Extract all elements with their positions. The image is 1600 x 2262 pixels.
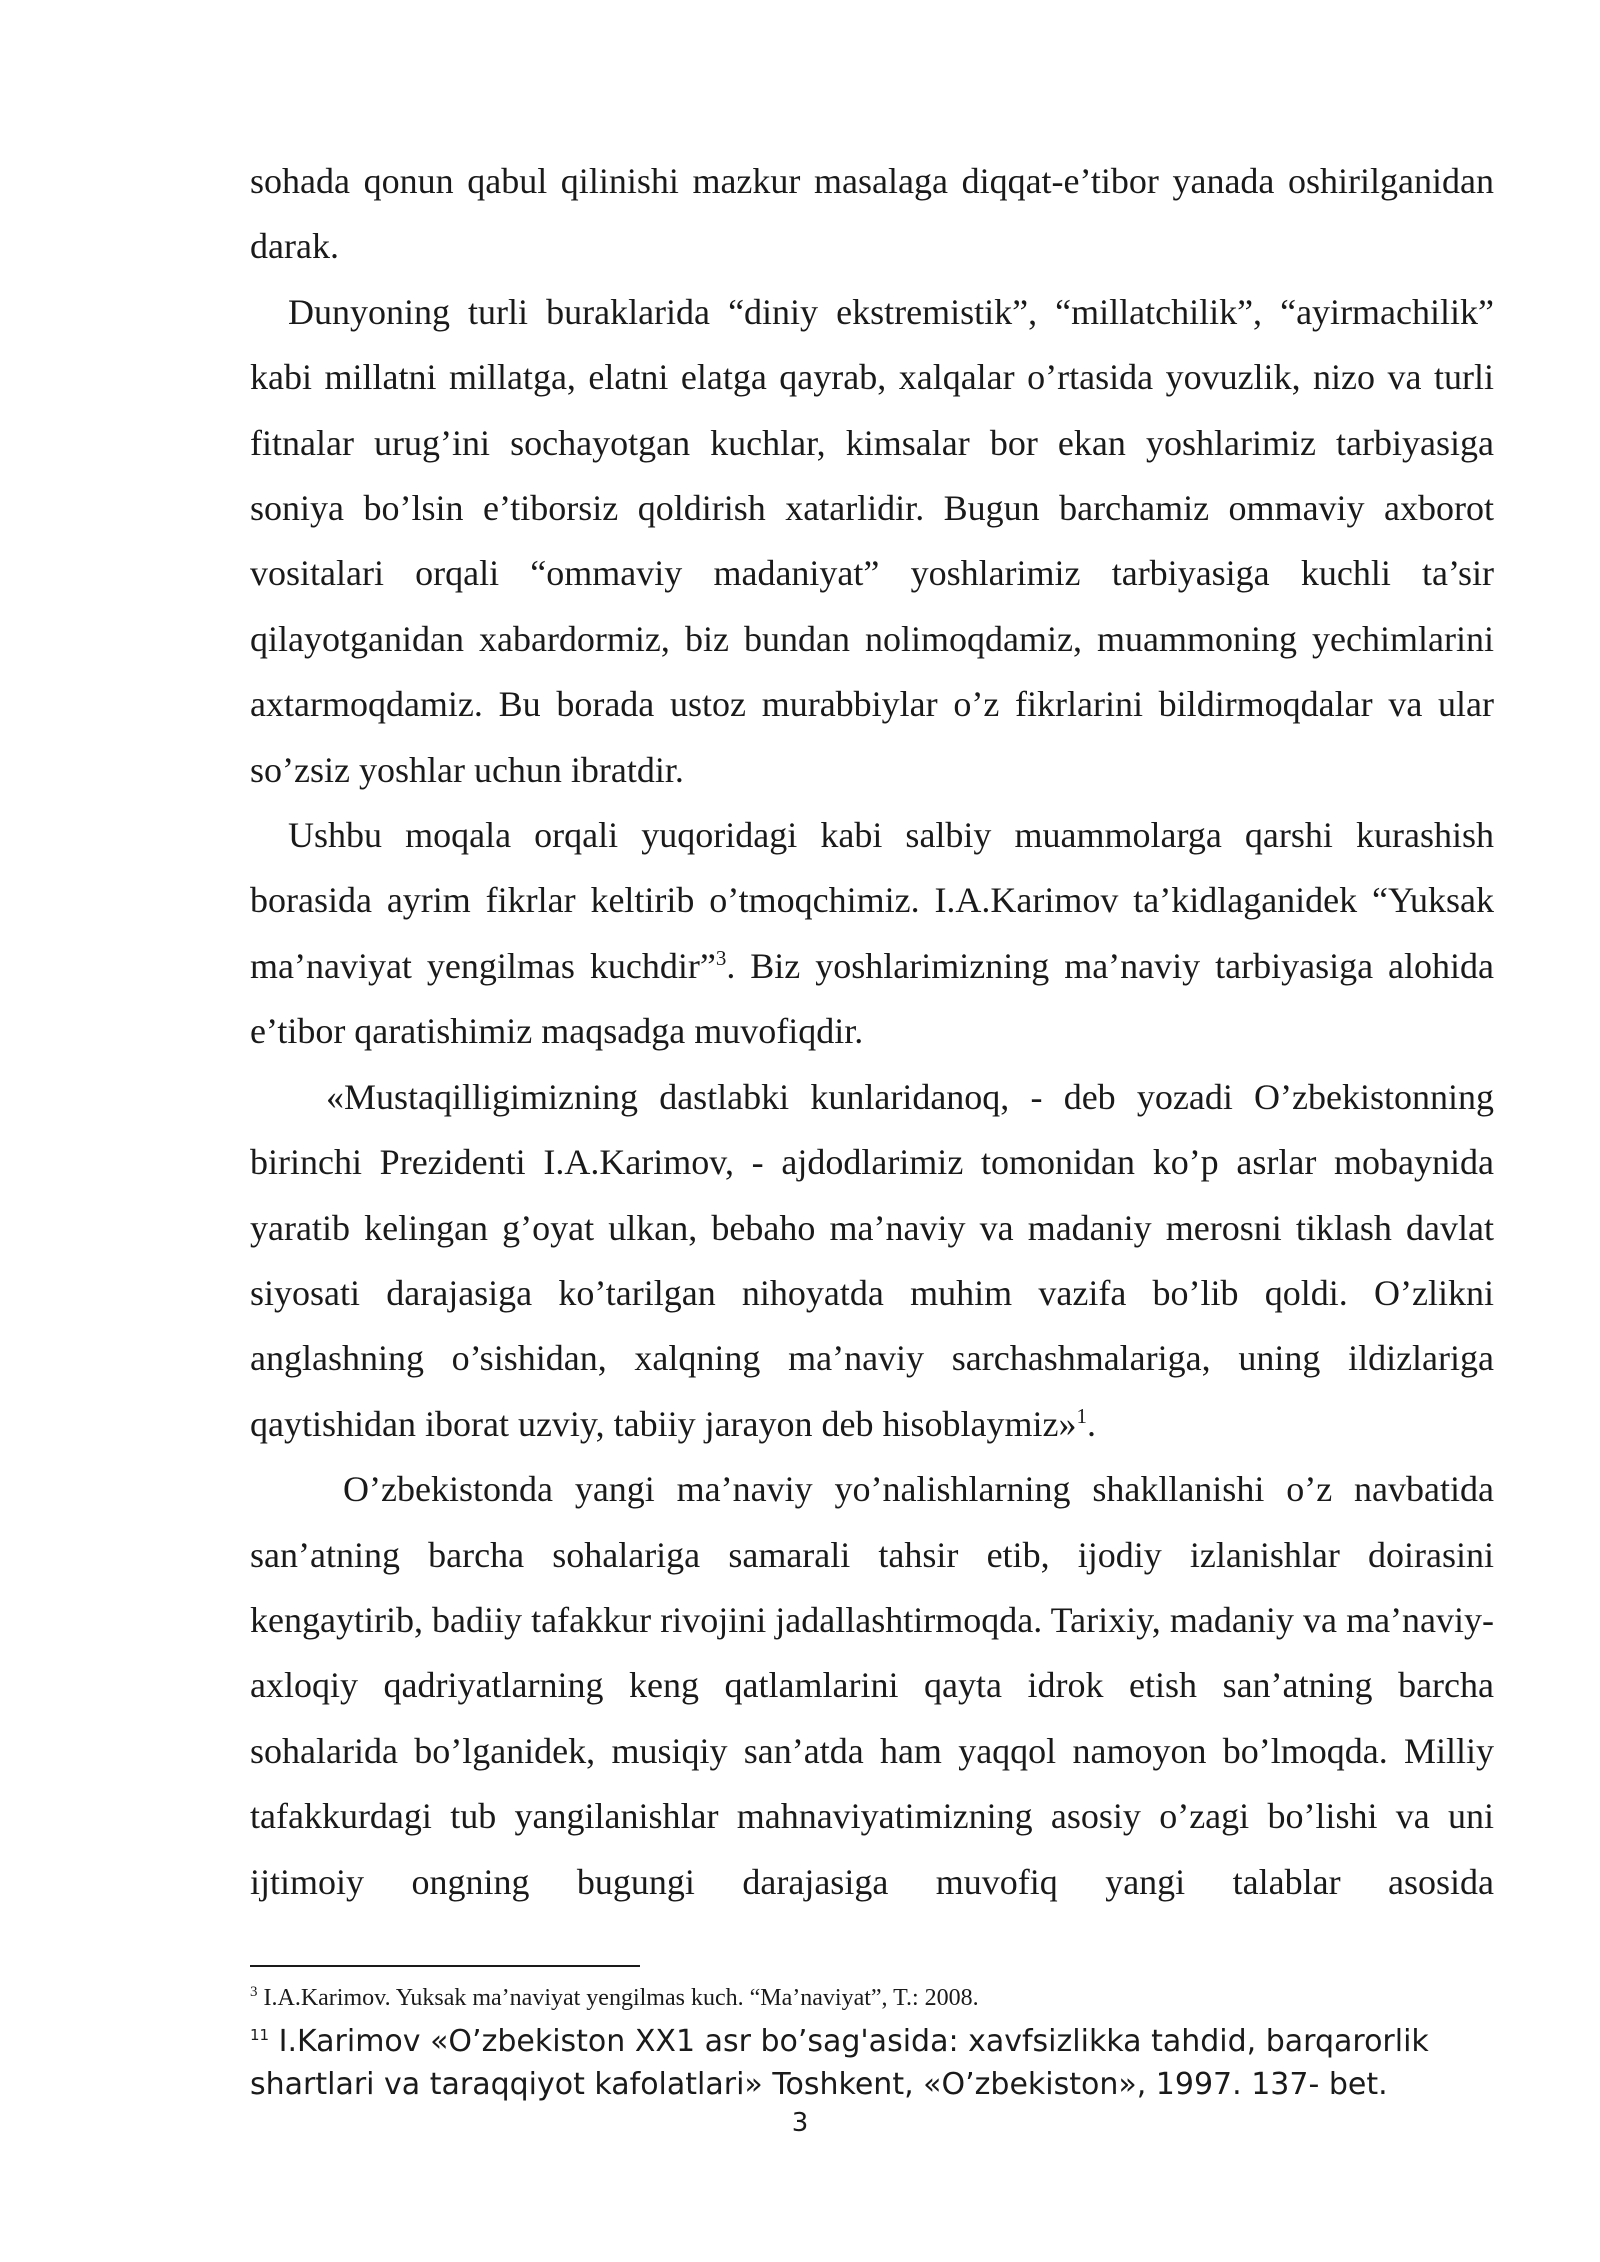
quote-text: «Mustaqilligimizning dastlabki kunlaridanoq, - deb yozadi O’zbekistonning birinchi Prezidenti I.A.Karimov, - ajdodlarimiz tomonidan ko’p asrlar mobaynida yaratib kelingan g’oyat ulkan, bebaho ma’naviy va madaniy merosni tiklash davlat siyosati darajasiga ko’tarilgan nihoyatda muhim vazifa bo’lib qoldi. O’zlikni anglashning o’sishidan, xalqning ma’naviy sarchashmalariga, uning ildizlariga qaytishidan iborat uzviy, tabiiy jarayon deb hisoblaymiz»	[250, 1076, 1494, 1444]
quote-text: .	[1086, 1403, 1096, 1444]
footnote-mark: 11	[250, 2026, 270, 2044]
paragraph-continuation: sohada qonun qabul qilinishi mazkur masalaga diqqat-e’tibor yanada oshirilganidan darak.	[250, 161, 1494, 267]
paragraph-text: Ushbu moqala orqali yuqoridagi kabi salbiy muammolarga qarshi kurashish borasida ayrim fikrlar keltirib o’tmoqchimiz. I.A.Karimov ta’kidlaganidek “Yuksak ma’naviyat yengilmas kuchdir”	[250, 815, 1494, 986]
body-text	[250, 149, 1494, 1915]
footnote-separator	[250, 1965, 640, 1967]
footnote-mark: 3	[250, 1984, 258, 2000]
footnote-text: I.Karimov «O’zbekiston XX1 asr bo’sag'asida: xavfsizlikka tahdid, barqarorlik shartlari va taraqqiyot kafolatlari» Toshkent, «O’zbekiston», 1997. 137- bet.	[250, 2024, 1429, 2102]
page-number: 3	[791, 2108, 809, 2138]
paragraph-extremism: Dunyoning turli buraklarida “diniy ekstremistik”, “millatchilik”, “ayirmachilik” kabi millatni millatga, elatni elatga qayrab, xalqalar o’rtasida yovuzlik, nizo va turli fitnalar urug’ini sochayotgan kuchlar, kimsalar bor ekan yoshlarimiz tarbiyasiga soniya bo’lsin e’tiborsiz qoldirish xatarlidir. Bugun barchamiz ommaviy axborot vositalari orqali “ommaviy madaniyat” yoshlarimiz tarbiyasiga kuchli ta’sir qilayotganidan xabardormiz, biz bundan nolimoqdamiz, muammoning yechimlarini axtarmoqdamiz. Bu borada ustoz murabbiylar o’z fikrlarini bildirmoqdalar va ular so’zsiz yoshlar uchun ibratdir.	[250, 291, 1494, 790]
footnote-3	[250, 1982, 1500, 2014]
footnote-text: I.A.Karimov. Yuksak ma’naviyat yengilmas kuch. “Ma’naviyat”, T.: 2008.	[257, 1985, 979, 2011]
paragraph-text: . Biz yoshlarimizning ma’naviy tarbiyasiga alohida e’tibor qaratishimiz maqsadga muvofiqdir.	[250, 945, 1494, 1052]
footnote-ref-1[interactable]: 1	[1076, 1403, 1087, 1428]
footnote-11	[250, 2020, 1500, 2106]
paragraph-spiritual-directions: O’zbekistonda yangi ma’naviy yo’nalishlarning shakllanishi o’z navbatida san’atning barcha sohalariga samarali tahsir etib, ijodiy izlanishlar doirasini kengaytirib, badiiy tafakkur rivojini jadallashtirmoqda. Tarixiy, madaniy va ma’naviy-axloqiy qadriyatlarning keng qatlamlarini qayta idrok etish san’atning barcha sohalarida bo’lganidek, musiqiy san’atda ham yaqqol namoyon bo’lmoqda. Milliy tafakkurdagi tub yangilanishlar mahnaviyatimizning asosiy o’zagi bo’lishi va uni ijtimoiy ongning bugungi darajasiga muvofiq yangi talablar asosida	[250, 1469, 1494, 1902]
paragraph-karimov-quote	[250, 1065, 1494, 1457]
footnote-ref-3[interactable]: 3	[715, 945, 727, 970]
paragraph-article-purpose	[250, 803, 1494, 1065]
